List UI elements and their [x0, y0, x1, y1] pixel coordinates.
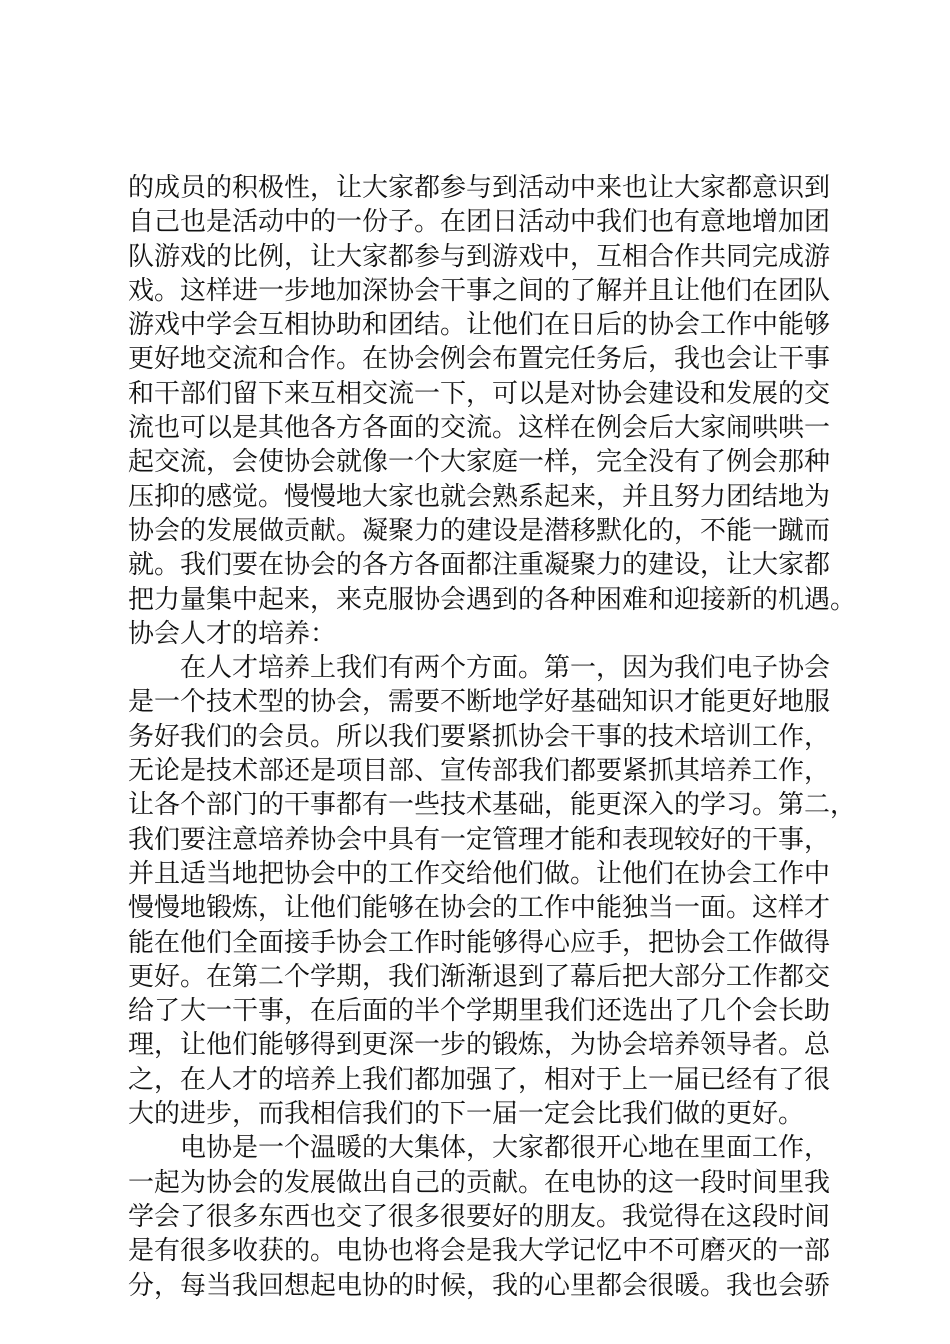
text-line: 更好地交流和合作。在协会例会布置完任务后，我也会让干事 [128, 344, 831, 375]
text-line: 游戏中学会互相协助和团结。让他们在日后的协会工作中能够 [128, 310, 831, 341]
text-line: 就。我们要在协会的各方各面都注重凝聚力的建设，让大家都 [128, 550, 831, 581]
text-line: 更好。在第二个学期，我们渐渐退到了幕后把大部分工作都交 [128, 961, 831, 992]
text-line: 让各个部门的干事都有一些技术基础，能更深入的学习。第二， [128, 790, 857, 821]
text-line: 流也可以是其他各方各面的交流。这样在例会后大家闹哄哄一 [128, 413, 831, 444]
document-body [128, 171, 857, 1303]
text-line: 一起为协会的发展做出自己的贡献。在电协的这一段时间里我 [128, 1167, 831, 1198]
paragraph-first-line: 在人才培养上我们有两个方面。第一，因为我们电子协会 [180, 653, 831, 684]
text-line: 的成员的积极性，让大家都参与到活动中来也让大家都意识到 [128, 173, 831, 203]
text-line: 是一个技术型的协会，需要不断地学好基础知识才能更好地服 [128, 687, 831, 718]
text-line: 队游戏的比例，让大家都参与到游戏中，互相合作共同完成游 [128, 241, 831, 272]
text-line: 学会了很多东西也交了很多很要好的朋友。我觉得在这段时间 [128, 1201, 831, 1232]
text-line: 压抑的感觉。慢慢地大家也就会熟系起来，并且努力团结地为 [128, 481, 831, 512]
text-line: 分，每当我回想起电协的时候，我的心里都会很暖。我也会骄 [128, 1270, 831, 1301]
text-line: 协会的发展做贡献。凝聚力的建设是潜移默化的，不能一蹴而 [128, 515, 831, 546]
text-line: 给了大一干事，在后面的半个学期里我们还选出了几个会长助 [128, 996, 831, 1027]
text-line: 和干部们留下来互相交流一下，可以是对协会建设和发展的交 [128, 378, 831, 409]
text-line: 起交流，会使协会就像一个大家庭一样，完全没有了例会那种 [128, 447, 831, 478]
text-line: 我们要注意培养协会中具有一定管理才能和表现较好的干事， [128, 824, 831, 855]
text-line: 务好我们的会员。所以我们要紧抓协会干事的技术培训工作， [128, 721, 831, 752]
text-line: 把力量集中起来，来克服协会遇到的各种困难和迎接新的机遇。 [128, 584, 857, 615]
section-heading: 协会人才的培养： [128, 618, 337, 649]
text-line: 能在他们全面接手协会工作时能够得心应手，把协会工作做得 [128, 927, 831, 958]
text-line: 并且适当地把协会中的工作交给他们做。让他们在协会工作中 [128, 858, 831, 889]
text-line: 是有很多收获的。电协也将会是我大学记忆中不可磨灭的一部 [128, 1236, 831, 1267]
text-line: 戏。这样进一步地加深协会干事之间的了解并且让他们在团队 [128, 275, 831, 306]
text-line: 自己也是活动中的一份子。在团日活动中我们也有意地增加团 [128, 207, 831, 238]
text-line: 慢慢地锻炼，让他们能够在协会的工作中能独当一面。这样才 [128, 893, 831, 924]
paragraph-first-line: 电协是一个温暖的大集体，大家都很开心地在里面工作， [180, 1133, 831, 1164]
text-line: 理，让他们能够得到更深一步的锻炼，为协会培养领导者。总 [128, 1030, 831, 1061]
text-line: 之，在人才的培养上我们都加强了，相对于上一届已经有了很 [128, 1064, 831, 1095]
text-line: 无论是技术部还是项目部、宣传部我们都要紧抓其培养工作， [128, 756, 831, 787]
text-line: 大的进步，而我相信我们的下一届一定会比我们做的更好。 [128, 1099, 805, 1130]
